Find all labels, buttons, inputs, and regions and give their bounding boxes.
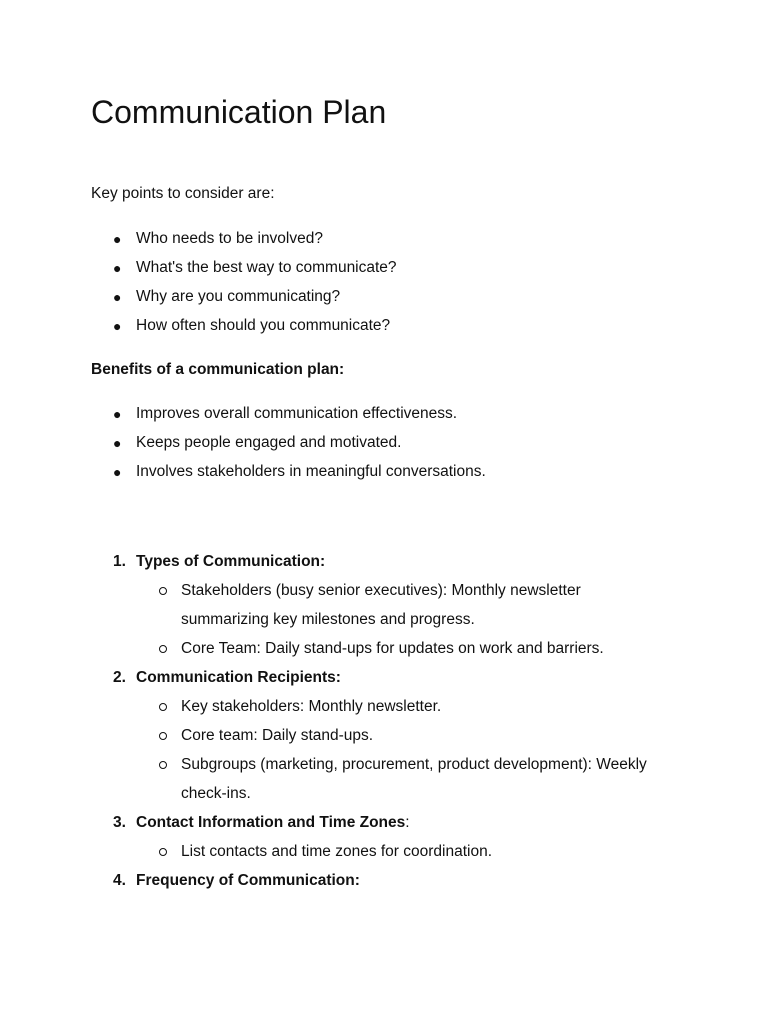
bullet-icon: ● <box>113 231 122 247</box>
list-item: Keeps people engaged and motivated. <box>136 434 402 451</box>
section-heading-row <box>136 813 410 833</box>
list-item: How often should you communicate? <box>136 317 391 334</box>
section-heading: Frequency of Communication: <box>136 872 360 889</box>
bullet-icon: ● <box>113 260 122 276</box>
list-item: Improves overall communication effectiveness. <box>136 405 458 422</box>
section-heading: Contact Information and Time Zones <box>136 814 406 831</box>
sub-list-item-continuation: summarizing key milestones and progress. <box>181 611 475 628</box>
page-title: Communication Plan <box>91 94 387 130</box>
sub-list-item: Core team: Daily stand-ups. <box>181 727 374 744</box>
bullet-icon: ● <box>113 435 122 451</box>
list-item: Why are you communicating? <box>136 288 341 305</box>
section-heading: Types of Communication: <box>136 553 326 570</box>
sub-list-item: Core Team: Daily stand-ups for updates on work and barriers. <box>181 640 604 657</box>
sub-list-item-continuation: check-ins. <box>181 785 251 802</box>
circle-bullet-icon <box>159 587 167 595</box>
section-number: 2. <box>113 669 126 686</box>
intro-text: Key points to consider are: <box>91 185 275 202</box>
circle-bullet-icon <box>159 761 167 769</box>
bullet-icon: ● <box>113 406 122 422</box>
section-heading-suffix: : <box>405 814 410 831</box>
bullet-icon: ● <box>113 464 122 480</box>
sub-list-item: Key stakeholders: Monthly newsletter. <box>181 698 442 715</box>
circle-bullet-icon <box>159 732 167 740</box>
list-item: What's the best way to communicate? <box>136 259 397 276</box>
bullet-icon: ● <box>113 318 122 334</box>
circle-bullet-icon <box>159 645 167 653</box>
sub-list-item: List contacts and time zones for coordination. <box>181 843 493 860</box>
circle-bullet-icon <box>159 703 167 711</box>
section-heading: Communication Recipients: <box>136 669 341 686</box>
section-number: 4. <box>113 872 126 889</box>
section-number: 1. <box>113 553 126 570</box>
benefits-heading: Benefits of a communication plan: <box>91 361 345 378</box>
list-item: Involves stakeholders in meaningful conversations. <box>136 463 486 480</box>
list-item: Who needs to be involved? <box>136 230 323 247</box>
circle-bullet-icon <box>159 848 167 856</box>
sub-list-item: Subgroups (marketing, procurement, product development): Weekly <box>181 756 647 773</box>
bullet-icon: ● <box>113 289 122 305</box>
section-number: 3. <box>113 814 126 831</box>
sub-list-item: Stakeholders (busy senior executives): Monthly newsletter <box>181 582 581 599</box>
